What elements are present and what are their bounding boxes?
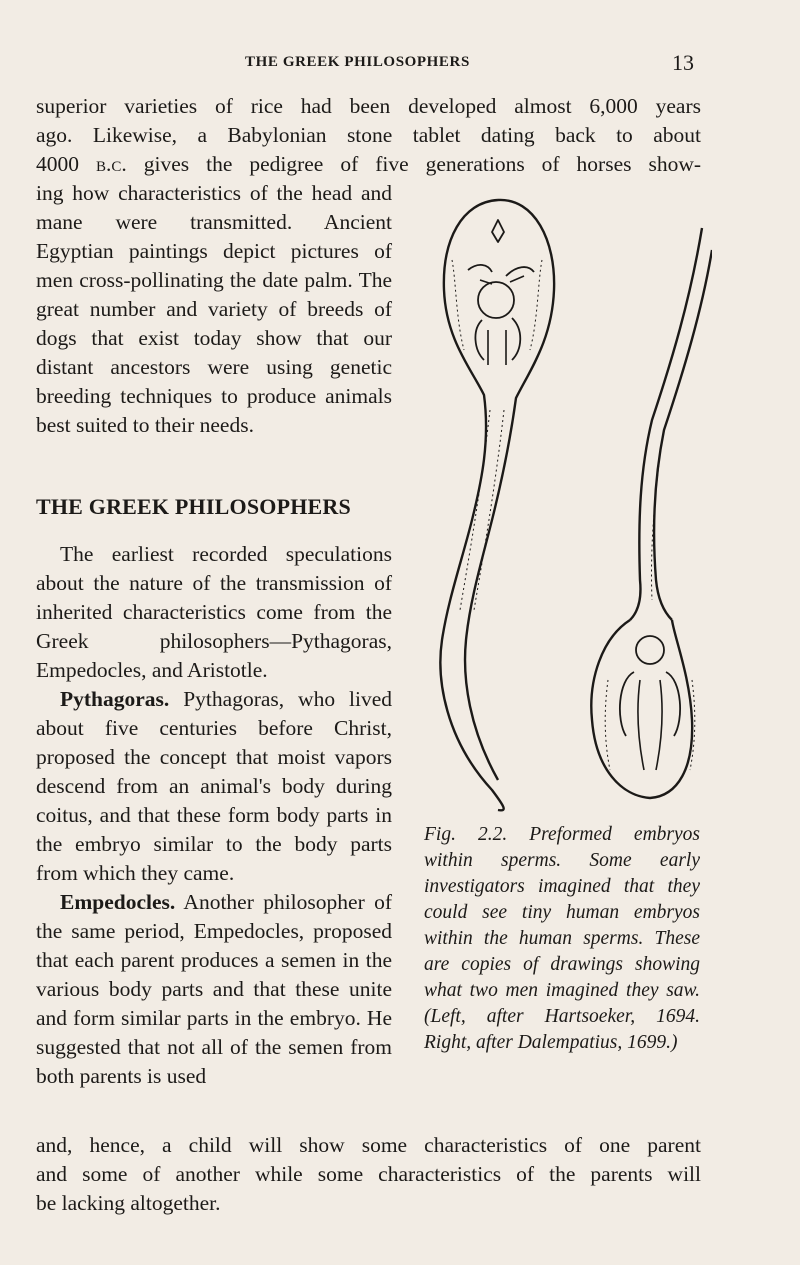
intro-line-1: superior varieties of rice had been developed almost 6,000 years: [36, 94, 701, 118]
intro-era: b.c.: [95, 152, 127, 176]
empedocles-paragraph: [36, 888, 392, 1091]
closing-line-2: and some of another while some characteristics of the parents will: [36, 1162, 701, 1186]
pythagoras-text: Pythagoras, who lived about five centuries before Christ, proposed the concept that moist vapors descend from an animal's body during coitus, and that these form body parts in the embryo similar to the body parts from which they came.: [36, 687, 392, 885]
intro-paragraph: The earliest recorded speculations about the nature of the transmission of inherited characteristics come from the Greek philosophers—Pythagoras, Empedocles, and Aristotle.: [36, 542, 392, 682]
intro-line-3-rest: gives the pedigree of five generations of horses show-: [143, 152, 702, 176]
closing-line-3: be lacking altogether.: [36, 1191, 221, 1215]
empedocles-text: Another philosopher of the same period, Empedocles, proposed that each parent produces a semen in the various body parts and that these unite and form similar parts in the embryo. He suggested that not all of the semen from both parents is used: [36, 890, 392, 1088]
left-sperm-drawing: [440, 200, 554, 810]
running-head: [0, 52, 800, 76]
intro-year: 4000: [36, 152, 79, 176]
intro-column-text: ing how characteristics of the head and mane were transmitted. Ancient Egyptian paintings depict pictures of men cross-pollinating the date palm. The great number and variety of breeds of dogs that exist today show that our distant ancestors were using genetic breeding techniques to produce animals best suited to their needs.: [36, 181, 392, 437]
empedocles-label: Empedocles.: [60, 890, 176, 914]
pythagoras-label: Pythagoras.: [60, 687, 170, 711]
pythagoras-paragraph: [36, 685, 392, 888]
preformed-embryo-figure: [412, 180, 712, 820]
section-heading: THE GREEK PHILOSOPHERS: [36, 494, 351, 519]
right-sperm-drawing: [591, 228, 712, 798]
intro-line-3: [36, 150, 701, 179]
page-number: 13: [672, 50, 694, 75]
section-body: [36, 540, 392, 1091]
figure-caption: Fig. 2.2. Preformed embryos within sperms. Some early investigators imagined that they could see tiny human embryos within the human sperms. These are copies of drawings showing what two men imagined they saw. (Left, after Hartsoeker, 1694. Right, after Dalempatius, 1699.): [424, 824, 700, 1053]
closing-line-1: and, hence, a child will show some characteristics of one parent: [36, 1133, 701, 1157]
running-title: THE GREEK PHILOSOPHERS: [245, 54, 470, 70]
intro-line-2: ago. Likewise, a Babylonian stone tablet dating back to about: [36, 123, 701, 147]
